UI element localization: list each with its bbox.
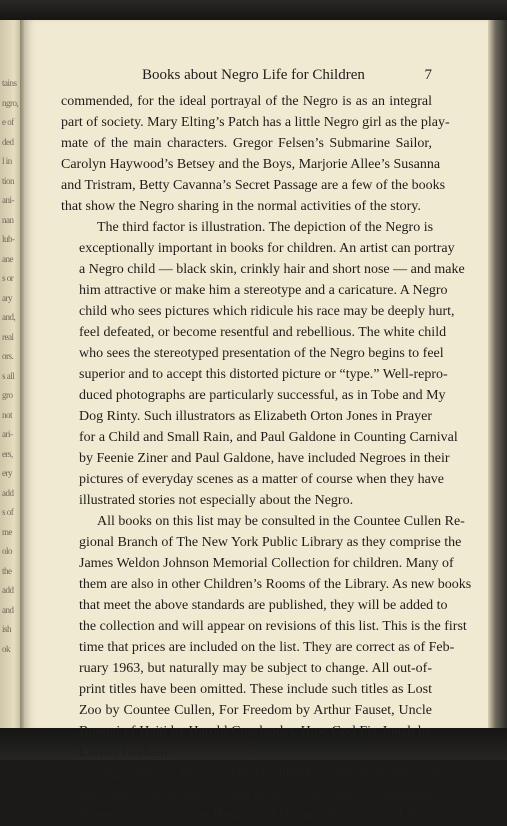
paragraph: [61, 91, 450, 217]
body-text: [61, 91, 472, 826]
text-line: Dog Rinty. Such illustrators as Elizabeth Orton Jones in Prayer: [79, 409, 432, 424]
facing-page-fragment: add: [2, 585, 14, 595]
facing-page-fragment: ok: [2, 643, 10, 654]
facing-page-fragment: lub-: [2, 234, 15, 244]
facing-page-fragment: not: [2, 409, 13, 420]
page-edge-shadow: [488, 20, 507, 732]
text-line: Bontemp’s Fast Sooner Hound and Hughes’ First Book of Rhythms: [79, 808, 458, 823]
facing-page-fragment: add: [2, 487, 14, 498]
facing-page-fragment: and,: [2, 312, 16, 322]
facing-page-fragment: ani-: [2, 195, 14, 205]
text-line: the collection and will appear on revisions of this list. This is the first: [79, 619, 467, 634]
text-line: that show the Negro sharing in the normal activities of the story.: [61, 199, 421, 214]
facing-page-fragment: the: [2, 565, 12, 576]
facing-page-fragment: tains: [2, 78, 17, 88]
text-line: them are also in other Children’s Rooms of the Library. As new books: [79, 577, 472, 592]
text-line: Bouqui of Haiti by Harold Courlander, How God Fix Jonah by: [79, 724, 432, 739]
text-line: commended, for the ideal portrayal of the Negro is as an integral: [61, 94, 432, 109]
text-line: print titles have been omitted. These include such titles as Lost: [79, 682, 432, 697]
text-line: James Weldon Johnson Memorial Collection for children. Many of: [79, 556, 454, 571]
facing-page-edge: [0, 20, 20, 730]
scanner-top-edge: [0, 0, 507, 22]
text-line: and Tristram, Betty Cavanna’s Secret Passage are a few of the books: [61, 178, 446, 193]
facing-page-fragment: gro: [2, 390, 13, 400]
text-line: by Feenie Ziner and Paul Galdone, have included Negroes in their: [79, 451, 450, 466]
facing-page-fragment: ery: [2, 468, 12, 478]
text-line: for a Child and Small Rain, and Paul Galdone in Counting Carnival: [79, 430, 458, 445]
text-line: part of society. Mary Elting’s Patch has a little Negro girl as the play-: [61, 115, 450, 130]
page-number: 7: [424, 67, 432, 83]
text-line: that meet the above standards are published, they will be added to: [79, 598, 448, 613]
text-line: Zoo by Countee Cullen, For Freedom by Arthur Fauset, Uncle: [79, 703, 432, 718]
text-line: gional Branch of The New York Public Library as they comprise the: [79, 535, 462, 550]
text-line: Lorenz Graham.: [79, 745, 171, 760]
facing-page-fragment: nan: [2, 214, 14, 225]
text-line: All books on this list may be consulted in the Countee Cullen Re-: [97, 514, 465, 529]
text-line: him attractive or make him a stereotype and a caricature. A Negro: [79, 283, 448, 298]
facing-page-fragment: ari-: [2, 429, 13, 439]
text-line: duced photographs are particularly successful, as in Tobe and My: [79, 388, 446, 403]
facing-page-fragment: tion: [2, 175, 15, 186]
facing-page-fragment: ngro,: [2, 97, 19, 108]
facing-page-fragment: and: [2, 604, 14, 615]
running-head-title: Books about Negro Life for Children: [142, 67, 365, 83]
text-line: Carolyn Haywood’s Betsey and the Boys, Marjorie Allee’s Susanna: [61, 157, 441, 172]
facing-page-fragment: ane: [2, 253, 13, 264]
facing-page-fragment: me: [2, 526, 12, 537]
paragraph: [61, 511, 472, 763]
paragraph: [61, 763, 458, 826]
text-line: tion, unless the subject of their books is the Negro. Consequently,: [79, 787, 447, 802]
facing-page-fragment: s or: [2, 273, 14, 283]
text-line: The third factor is illustration. The depiction of the Negro is: [97, 220, 434, 235]
facing-page-fragment: ers,: [2, 448, 13, 459]
facing-page-fragment: ary: [2, 292, 12, 303]
facing-page-fragment: real: [2, 331, 14, 342]
text-line: superior and to accept this distorted picture or “type.” Well-repro-: [79, 367, 448, 382]
text-line: who sees the stereotyped presentation of the Negro begins to feel: [79, 346, 444, 361]
text-line: ruary 1963, but naturally may be subject to change. All out-of-: [79, 661, 432, 676]
text-line: illustrated stories not especially about the Negro.: [79, 493, 354, 508]
text-line: a Negro child — black skin, crinkly hair and short nose — and make: [79, 262, 465, 277]
facing-page-fragment: s all: [2, 370, 15, 381]
text-line: child who sees pictures which ridicule his race may be deeply hurt,: [79, 304, 455, 319]
text-line: Negro authors have not been included, except in the poetry sec-: [97, 766, 454, 781]
facing-page-fragment: ors.: [2, 351, 14, 361]
facing-page-fragment: s of: [2, 507, 14, 517]
text-line: time that prices are included on the list. They are correct as of Feb-: [79, 640, 455, 655]
text-line: mate of the main characters. Gregor Felsen’s Submarine Sailor,: [61, 136, 432, 151]
facing-page-fragment: ish: [2, 624, 12, 634]
facing-page-fragment: e of: [2, 117, 14, 127]
paragraph: [61, 217, 465, 511]
text-line: feel defeated, or become resentful and rebellious. The white child: [79, 325, 447, 340]
facing-page-fragment: olo: [2, 546, 13, 556]
text-line: pictures of everyday scenes as a matter of course when they have: [79, 472, 445, 487]
facing-page-fragment: ded: [2, 136, 14, 147]
text-line: exceptionally important in books for children. An artist can portray: [79, 241, 455, 256]
facing-page-fragment: l in: [2, 156, 12, 166]
